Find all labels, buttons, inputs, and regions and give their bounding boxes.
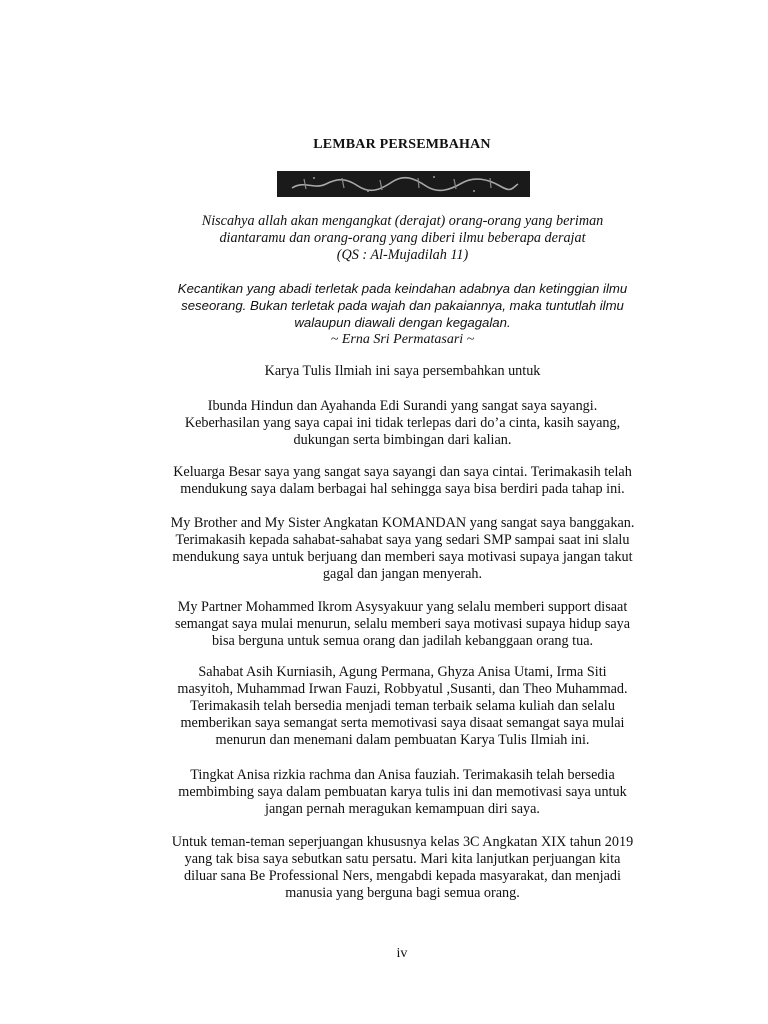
dedication-classmates [120, 834, 685, 902]
quote-line: walaupun diawali dengan kegagalan. [294, 315, 511, 330]
dedication-partner [120, 599, 685, 650]
quote-line: diantaramu dan orang-orang yang diberi ilmu beberapa derajat [219, 230, 586, 246]
dedication-friends [120, 664, 685, 749]
paragraph-line: My Partner Mohammed Ikrom Asysyakuur yang selalu memberi support disaat [177, 599, 628, 615]
paragraph-line: menurun dan menemani dalam pembuatan Karya Tulis Ilmiah ini. [215, 732, 590, 748]
intro-text: Karya Tulis Ilmiah ini saya persembahkan untuk [264, 363, 541, 379]
paragraph-line: masyitoh, Muhammad Irwan Fauzi, Robbyatul ,Susanti, dan Theo Muhammad. [177, 681, 628, 697]
page-title: LEMBAR PERSEMBAHAN [313, 137, 491, 152]
quote-line: Niscahya allah akan mengangkat (derajat) orang-orang yang beriman [201, 213, 604, 229]
paragraph-line: Keluarga Besar saya yang sangat saya sayangi dan saya cintai. Terimakasih telah [173, 464, 632, 480]
paragraph-line: membimbing saya dalam pembuatan karya tulis ini dan memotivasi saya untuk [178, 784, 627, 800]
quote-line: seseorang. Bukan terletak pada wajah dan pakaiannya, maka tuntutlah ilmu [181, 298, 624, 313]
paragraph-line: jangan pernah meragukan kemampuan diri saya. [265, 801, 540, 817]
paragraph-line: gagal dan jangan menyerah. [322, 566, 483, 582]
paragraph-line: My Brother and My Sister Angkatan KOMANDAN yang sangat saya banggakan. [170, 515, 635, 531]
paragraph-line: semangat saya mulai menurun, selalu memberi saya motivasi supaya hidup saya [174, 616, 631, 632]
paragraph-line: mendukung saya untuk berjuang dan memberi saya motivasi supaya jangan takut [172, 549, 633, 565]
paragraph-line: dukungan serta bimbingan dari kalian. [293, 432, 512, 448]
calligraphy-strokes-icon [284, 174, 524, 194]
paragraph-line: Terimakasih kepada sahabat-sahabat saya yang sedari SMP sampai saat ini slalu [175, 532, 630, 548]
paragraph-line: Untuk teman-teman seperjuangan khususnya kelas 3C Angkatan XIX tahun 2019 [171, 834, 634, 850]
page-number: iv [396, 946, 408, 961]
dedication-seniors [120, 767, 685, 818]
quran-quote [140, 213, 665, 264]
dedication-komandan [120, 515, 685, 583]
paragraph-line: manusia yang berguna bagi semua orang. [285, 885, 520, 901]
paragraph-line: Terimakasih telah bersedia menjadi teman terbaik selama kuliah dan selalu [190, 698, 615, 714]
paragraph-line: Ibunda Hindun dan Ayahanda Edi Surandi yang sangat saya sayangi. [207, 398, 598, 414]
quote-author: ~ Erna Sri Permatasari ~ [330, 332, 475, 347]
paragraph-line: memberikan saya semangat serta memotivasi saya disaat semangat saya mulai [180, 715, 625, 731]
paragraph-line: diluar sana Be Professional Ners, mengabdi kepada masyarakat, dan menjadi [184, 868, 621, 884]
paragraph-line: Keberhasilan yang saya capai ini tidak terlepas dari do’a cinta, kasih sayang, [184, 415, 621, 431]
dedication-parents [120, 398, 685, 449]
paragraph-line: Sahabat Asih Kurniasih, Agung Permana, Ghyza Anisa Utami, Irma Siti [198, 664, 607, 680]
arabic-calligraphy-icon [277, 171, 530, 197]
quote-line: Kecantikan yang abadi terletak pada keindahan adabnya dan ketinggian ilmu [177, 281, 628, 296]
dedication-family [120, 464, 685, 498]
quote-source: (QS : Al-Mujadilah 11) [336, 247, 469, 263]
paragraph-line: Tingkat Anisa rizkia rachma dan Anisa fauziah. Terimakasih telah bersedia [190, 767, 615, 783]
paragraph-line: yang tak bisa saya sebutkan satu persatu. Mari kita lanjutkan perjuangan kita [184, 851, 621, 867]
paragraph-line: mendukung saya dalam berbagai hal sehingga saya bisa berdiri pada tahap ini. [180, 481, 625, 497]
paragraph-line: bisa berguna untuk semua orang dan jadilah kebanggaan orang tua. [211, 633, 594, 649]
motivational-quote [140, 280, 665, 348]
dedication-intro [120, 363, 685, 380]
